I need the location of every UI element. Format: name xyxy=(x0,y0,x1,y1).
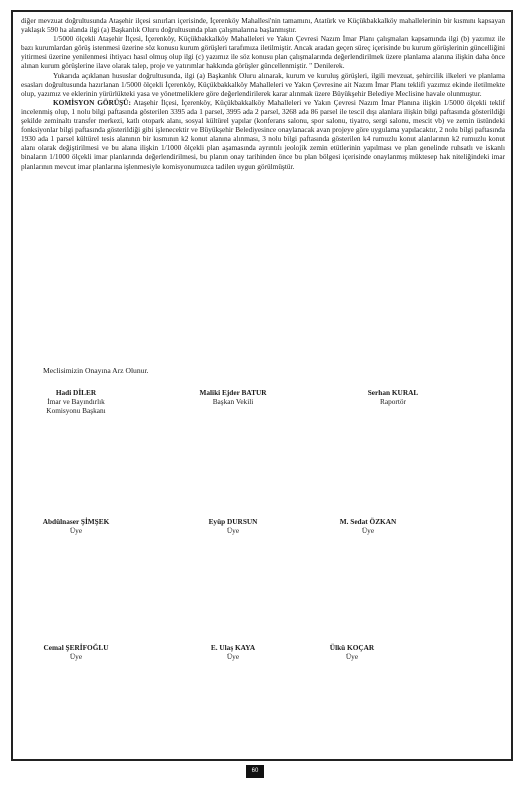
signatory-block xyxy=(13,643,139,661)
signatory-name: Eyüp DURSUN xyxy=(208,517,258,526)
page-number: 60 xyxy=(246,765,264,778)
signatory-name: Serhan KURAL xyxy=(367,388,419,397)
signatory-name: M. Sedat ÖZKAN xyxy=(339,517,397,526)
signatory-block xyxy=(313,517,423,535)
signatory-block xyxy=(181,643,285,661)
closing-line: Meclisimizin Onayına Arz Olunur. xyxy=(43,366,149,375)
signatory-title: İmar ve Bayındırlık xyxy=(47,397,105,406)
signatory-title: Üye xyxy=(226,526,240,535)
signatory-name: Ülkü KOÇAR xyxy=(329,643,375,652)
signatory-name: Abdülnaser ŞİMŞEK xyxy=(42,517,110,526)
signatory-title: Raportör xyxy=(380,397,406,406)
signatory-title-line2: Komisyonu Başkanı xyxy=(46,406,106,415)
signatory-title: Üye xyxy=(361,526,375,535)
signatory-block xyxy=(168,388,298,406)
signatory-block xyxy=(178,517,288,535)
signatory-title: Üye xyxy=(226,652,240,661)
signatory-title: Üye xyxy=(345,652,359,661)
signatory-title: Üye xyxy=(69,652,83,661)
document-page xyxy=(11,10,513,761)
komisyon-text: Ataşehir İlçesi, İçerenköy, Küçükbakkalköy Mahalleleri ve Yakın Çevresi Nazım İmar Planına ilişkin 1/5000 ölçekli teklif incelenmiş olup, 1 nolu bilgi paftasında gösterilen 3395 ada 1 parsel, 3995 ada 2 parsel, 3268 ada 86 parsel ile tescil dışı alanlara ilişkin bilgi paftasında gösterildiği şekilde zeminaltı transfer merkezi, katlı otopark alanı, sosyal kültürel yapılar (konferans salonu, spor salonu, tiyatro, sergi salonu, mescit vb) ve zemin üstündeki fonksiyonlar bilgi paftasında gösterildiği gibi işlenecektir ve Büyükşehir Belediyesince onaylanacak avan projeye göre uygulama yapılacaktır, 2 nolu bilgi paftasında 1930 ada 1 parsel kültürel tesis alanının bir kısmının k2 konut alanına alınması, 3 nolu bilgi paftasında gösterilen k4 rumuzlu konut alanlarının k2 rumuzlu konut alanı olarak değiştirilmesi ve bu alana ilişkin 1/1000 ölçekli plan aşamasında ayrıntılı jeolojik zemin etütlerinin yapılması ve plan genelinde ruhsatlı ve iskanlı binaların 1/1000 ölçekli imar planlarında değerlendirilmesi, bu planın onay tarihinden önce bu plan bölgesi içerisinde onaylanmış müktesep hak niteliğindeki imar planlarının mevcut imar planlarına işlenmesiyle komisyonumuzca tadilen uygun görülmüştür. xyxy=(21,97,505,171)
signatory-name: Cemal ŞERİFOĞLU xyxy=(43,643,109,652)
signatory-block xyxy=(300,643,404,661)
komisyon-heading: KOMİSYON GÖRÜŞÜ: xyxy=(53,97,131,107)
signatory-name: Hadi DİLER xyxy=(55,388,97,397)
document-body xyxy=(21,16,505,171)
signatory-title: Başkan Vekili xyxy=(212,397,254,406)
signatory-block xyxy=(338,388,448,406)
signatory-block xyxy=(13,517,139,535)
signatory-block xyxy=(13,388,139,415)
signatory-title: Üye xyxy=(69,526,83,535)
signatory-name: Maliki Ejder BATUR xyxy=(199,388,267,397)
paragraph-kurum-gorusleri: 1/5000 ölçekli Ataşehir İlçesi, İçerenköy, Küçükbakkalköy Mahalleleri ve Yakın Çevresi Nazım İmar Planı çalışmaları kapsamında ilgi (b) yazımız ile bazı kurumlardan görüş istenmesi üzerine söz konusu kurum görüşleri tarafımıza iletilmiştir. Ancak aradan geçen süreç içerisinde bu kurum görüşlerinin güncelliğini yitirmesi üzerine yenilenmesi ihtiyacı hasıl olmuş olup ilgi (c) yazımız ile söz konusu plan çalışmalarında değerlendirilmek üzere planlama alanına ilişkin daha önce alınan kurum görüşlerine ilave olarak talep, proje ve yatırımlar hakkında görüşler güncellenmiştir. " Denilerek. xyxy=(21,34,505,71)
paragraph-hususlar: Yukarıda açıklanan hususlar doğrultusunda, ilgi (a) Başkanlık Oluru alınarak, kurum ve kuruluş görüşleri, ilgili mevzuat, şehircilik ilkeleri ve planlama esasları doğrultusunda hazırlanan 1/5000 ölçekli İçerenköy, Küçükbakkalköy Mahalleleri ve Yakın Çevresine ait Nazım İmar Planı teklifi yazımız ekinde iletilmekte olup, yazımız ve eklerinin yürürlükteki yasa ve yönetmeliklere göre değerlendirilerek karar alınmak üzere Büyükşehir Belediye Meclisine havale olunmuştur. xyxy=(21,70,505,98)
paragraph-komisyon xyxy=(21,98,505,171)
paragraph-intro: diğer mevzuat doğrultusunda Ataşehir ilçesi sınırları içerisinde, İçerenköy Mahallesi'nin tamamını, Atatürk ve Küçükbakkalköy mahallelerinin bir kısmını kapsayan yaklaşık 590 ha alanda ilgi (a) Başkanlık Oluru doğrultusunda plan çalışmalarına başlanmıştır. xyxy=(21,16,505,35)
signatory-name: E. Ulaş KAYA xyxy=(210,643,256,652)
